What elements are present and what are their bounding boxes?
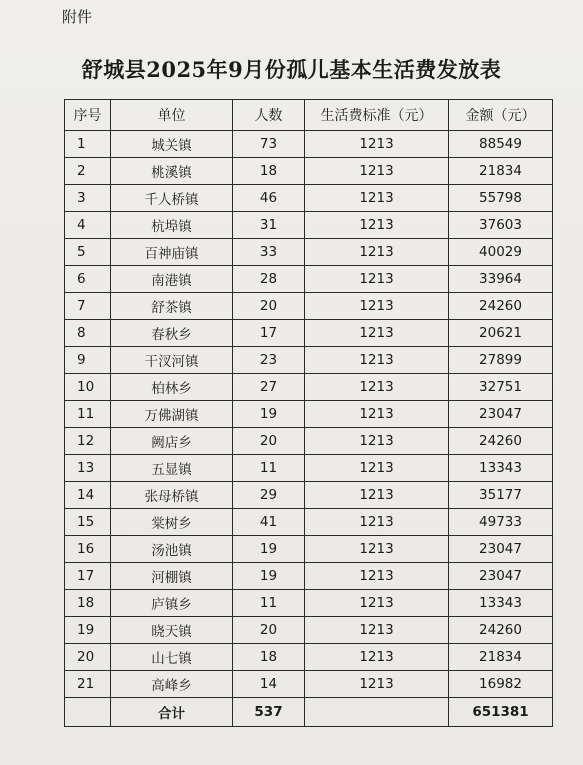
row-amount: 32751 [449, 374, 553, 401]
row-unit: 庐镇乡 [111, 590, 233, 617]
row-amount: 13343 [449, 455, 553, 482]
row-index: 20 [65, 644, 111, 671]
row-amount: 23047 [449, 401, 553, 428]
row-standard: 1213 [305, 158, 449, 185]
table-row [65, 509, 553, 536]
table-row [65, 455, 553, 482]
table-row [65, 131, 553, 158]
row-amount: 24260 [449, 428, 553, 455]
row-standard: 1213 [305, 428, 449, 455]
row-count: 29 [233, 482, 305, 509]
row-amount: 23047 [449, 563, 553, 590]
row-index: 3 [65, 185, 111, 212]
row-unit: 晓天镇 [111, 617, 233, 644]
row-standard: 1213 [305, 671, 449, 698]
row-standard: 1213 [305, 644, 449, 671]
column-header-index: 序号 [65, 100, 111, 131]
row-index: 12 [65, 428, 111, 455]
row-count: 27 [233, 374, 305, 401]
row-unit: 干汊河镇 [111, 347, 233, 374]
table-body [65, 131, 553, 727]
row-amount: 37603 [449, 212, 553, 239]
row-amount: 55798 [449, 185, 553, 212]
row-index: 17 [65, 563, 111, 590]
row-index: 15 [65, 509, 111, 536]
row-index: 21 [65, 671, 111, 698]
row-unit: 棠树乡 [111, 509, 233, 536]
row-count: 73 [233, 131, 305, 158]
row-count: 14 [233, 671, 305, 698]
row-index: 6 [65, 266, 111, 293]
row-unit: 城关镇 [111, 131, 233, 158]
row-standard: 1213 [305, 590, 449, 617]
table-row [65, 563, 553, 590]
table-row [65, 185, 553, 212]
column-header-amount: 金额（元） [449, 100, 553, 131]
row-index: 16 [65, 536, 111, 563]
row-standard: 1213 [305, 266, 449, 293]
table-row [65, 239, 553, 266]
row-unit: 高峰乡 [111, 671, 233, 698]
table-row [65, 158, 553, 185]
table-row [65, 671, 553, 698]
row-count: 28 [233, 266, 305, 293]
row-count: 19 [233, 563, 305, 590]
row-index: 13 [65, 455, 111, 482]
column-header-count: 人数 [233, 100, 305, 131]
table-header-row [65, 100, 553, 131]
row-unit: 舒茶镇 [111, 293, 233, 320]
table-row [65, 374, 553, 401]
attachment-label: 附件 [62, 8, 93, 26]
row-standard: 1213 [305, 482, 449, 509]
row-index: 18 [65, 590, 111, 617]
document-title: 舒城县2025年9月份孤儿基本生活费发放表 [81, 57, 502, 82]
row-standard: 1213 [305, 293, 449, 320]
table-row [65, 644, 553, 671]
row-amount: 33964 [449, 266, 553, 293]
row-unit: 张母桥镇 [111, 482, 233, 509]
table-row [65, 212, 553, 239]
row-amount: 40029 [449, 239, 553, 266]
row-index: 19 [65, 617, 111, 644]
row-standard: 1213 [305, 347, 449, 374]
row-standard: 1213 [305, 401, 449, 428]
row-count: 20 [233, 617, 305, 644]
table-row [65, 266, 553, 293]
total-amount: 651381 [449, 698, 553, 727]
row-count: 18 [233, 644, 305, 671]
table-row [65, 347, 553, 374]
row-unit: 柏林乡 [111, 374, 233, 401]
row-unit: 桃溪镇 [111, 158, 233, 185]
total-standard-cell [305, 698, 449, 727]
row-index: 14 [65, 482, 111, 509]
row-count: 19 [233, 401, 305, 428]
row-index: 9 [65, 347, 111, 374]
row-standard: 1213 [305, 563, 449, 590]
row-index: 5 [65, 239, 111, 266]
row-unit: 百神庙镇 [111, 239, 233, 266]
allowance-table [64, 99, 553, 727]
row-count: 19 [233, 536, 305, 563]
row-unit: 春秋乡 [111, 320, 233, 347]
row-amount: 13343 [449, 590, 553, 617]
total-label: 合计 [111, 698, 233, 727]
row-index: 10 [65, 374, 111, 401]
total-row [65, 698, 553, 727]
row-index: 8 [65, 320, 111, 347]
row-count: 31 [233, 212, 305, 239]
row-amount: 24260 [449, 293, 553, 320]
row-count: 46 [233, 185, 305, 212]
row-standard: 1213 [305, 536, 449, 563]
column-header-standard: 生活费标准（元） [305, 100, 449, 131]
row-standard: 1213 [305, 374, 449, 401]
row-unit: 山七镇 [111, 644, 233, 671]
row-index: 4 [65, 212, 111, 239]
row-unit: 河棚镇 [111, 563, 233, 590]
row-unit: 杭埠镇 [111, 212, 233, 239]
row-unit: 汤池镇 [111, 536, 233, 563]
row-count: 20 [233, 293, 305, 320]
table-row [65, 293, 553, 320]
row-standard: 1213 [305, 320, 449, 347]
table-row [65, 590, 553, 617]
row-amount: 20621 [449, 320, 553, 347]
row-index: 11 [65, 401, 111, 428]
row-standard: 1213 [305, 131, 449, 158]
row-standard: 1213 [305, 455, 449, 482]
table-row [65, 536, 553, 563]
table-row [65, 482, 553, 509]
row-count: 23 [233, 347, 305, 374]
row-amount: 49733 [449, 509, 553, 536]
row-unit: 南港镇 [111, 266, 233, 293]
row-unit: 阙店乡 [111, 428, 233, 455]
row-amount: 24260 [449, 617, 553, 644]
row-amount: 21834 [449, 644, 553, 671]
row-index: 7 [65, 293, 111, 320]
row-amount: 23047 [449, 536, 553, 563]
row-count: 41 [233, 509, 305, 536]
row-standard: 1213 [305, 509, 449, 536]
row-index: 1 [65, 131, 111, 158]
row-amount: 35177 [449, 482, 553, 509]
row-count: 11 [233, 455, 305, 482]
total-index-cell [65, 698, 111, 727]
row-amount: 16982 [449, 671, 553, 698]
row-amount: 27899 [449, 347, 553, 374]
row-unit: 万佛湖镇 [111, 401, 233, 428]
row-standard: 1213 [305, 617, 449, 644]
column-header-unit: 单位 [111, 100, 233, 131]
row-standard: 1213 [305, 185, 449, 212]
table-row [65, 320, 553, 347]
row-unit: 千人桥镇 [111, 185, 233, 212]
row-count: 11 [233, 590, 305, 617]
table-row [65, 401, 553, 428]
row-amount: 88549 [449, 131, 553, 158]
row-standard: 1213 [305, 239, 449, 266]
row-index: 2 [65, 158, 111, 185]
row-standard: 1213 [305, 212, 449, 239]
table-row [65, 617, 553, 644]
row-count: 20 [233, 428, 305, 455]
row-unit: 五显镇 [111, 455, 233, 482]
row-amount: 21834 [449, 158, 553, 185]
row-count: 33 [233, 239, 305, 266]
row-count: 17 [233, 320, 305, 347]
table-row [65, 428, 553, 455]
row-count: 18 [233, 158, 305, 185]
total-count: 537 [233, 698, 305, 727]
